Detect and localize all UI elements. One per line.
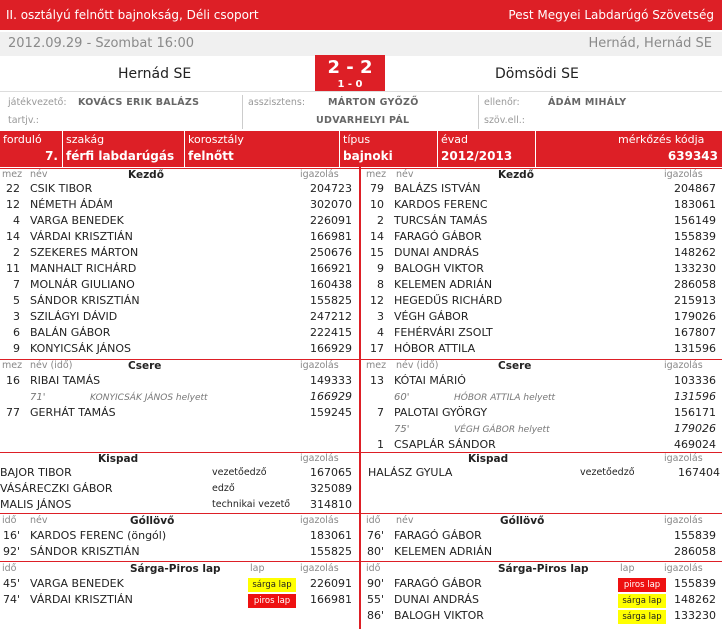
card-time: 74'	[2, 593, 20, 606]
player-name: NÉMETH ÁDÁM	[30, 198, 113, 211]
player-name: MOLNÁR GIULIANO	[30, 278, 135, 291]
shirt-number: 5	[13, 294, 20, 307]
license-id: 156171	[674, 406, 716, 419]
staff-name: BAJOR TIBOR	[0, 466, 72, 479]
section-title	[500, 515, 544, 529]
top-bar	[0, 0, 722, 30]
red-card-badge: piros lap	[248, 594, 296, 608]
license-id: 226091	[310, 214, 352, 227]
license-id: 159245	[310, 406, 352, 419]
shirt-number: 7	[377, 406, 384, 419]
license-id: 302070	[310, 198, 352, 211]
column-header: lap	[620, 563, 635, 574]
player-name: VÁRDAI KRISZTIÁN	[30, 593, 133, 606]
assistant-1-name: MÁRTON GYŐZŐ	[328, 97, 419, 108]
inspector-label: ellenőr:	[484, 97, 520, 108]
column-header: idő	[2, 515, 17, 526]
shirt-number: 2	[377, 214, 384, 227]
player-name: DUNAI ANDRÁS	[394, 593, 479, 606]
column-header: igazolás	[300, 169, 339, 180]
section-title	[468, 453, 508, 467]
license-id: 183061	[674, 198, 716, 211]
license-id: 155839	[674, 577, 716, 590]
player-name: VÁRDAI KRISZTIÁN	[30, 230, 133, 243]
license-id: 166929	[310, 390, 352, 403]
player-name: BALÁN GÁBOR	[30, 326, 111, 339]
staff-role: vezetőedző	[580, 467, 635, 478]
license-id: 103336	[674, 374, 716, 387]
section-title	[130, 563, 221, 577]
staff-name: HALÁSZ GYULA	[368, 466, 453, 479]
license-id: 133230	[674, 609, 716, 622]
player-name: SÁNDOR KRISZTIÁN	[30, 294, 140, 307]
info-bar	[0, 131, 722, 167]
license-id: 148262	[674, 593, 716, 606]
player-name: SZILÁGYI DÁVID	[30, 310, 118, 323]
license-id: 166929	[310, 342, 352, 355]
card-time: 45'	[2, 577, 20, 590]
column-header: igazolás	[300, 453, 339, 464]
staff-role: edző	[212, 483, 235, 494]
column-header: mez	[366, 169, 387, 180]
player-name: PALOTAI GYÖRGY	[394, 406, 488, 419]
license-id: 286058	[674, 278, 716, 291]
section-title	[130, 515, 174, 529]
player-name: BALOGH VIKTOR	[394, 262, 484, 275]
info-season: évad 2012/2013	[438, 131, 536, 167]
divider	[242, 95, 243, 129]
license-id: 148262	[674, 246, 716, 259]
staff-name: MALIS JÁNOS	[0, 498, 72, 511]
license-id: 166981	[310, 593, 352, 606]
license-id: 314810	[310, 498, 352, 511]
referee-name: KOVÁCS ERIK BALÁZS	[78, 97, 200, 108]
section-title-text: Kispad	[98, 453, 139, 465]
section-title-text: Góllövő	[500, 515, 545, 527]
player-name: HÓBOR ATTILA	[394, 342, 476, 355]
score-box	[315, 55, 385, 91]
section-title	[98, 453, 138, 467]
shirt-number: 1	[377, 438, 384, 451]
column-header: név	[30, 515, 48, 526]
goal-time: 92'	[2, 545, 20, 558]
card-time: 86'	[366, 609, 384, 622]
player-name: FARAGÓ GÁBOR	[394, 577, 482, 590]
info-type: típus bajnoki	[340, 131, 438, 167]
license-id: 250676	[310, 246, 352, 259]
section-title-text: Csere	[128, 360, 162, 372]
info-branch: szakág férfi labdarúgás	[63, 131, 185, 167]
sub-note: HÓBOR ATTILA helyett	[454, 393, 556, 403]
section-divider	[0, 359, 722, 360]
shirt-number: 16	[6, 374, 20, 387]
license-id: 179026	[674, 422, 716, 435]
column-header: idő	[366, 563, 381, 574]
player-name: KÓTAI MÁRIÓ	[394, 374, 466, 387]
officials-panel	[0, 93, 722, 130]
player-name: DUNAI ANDRÁS	[394, 246, 479, 259]
match-datetime: 2012.09.29 - Szombat 16:00	[8, 36, 194, 51]
date-bar	[0, 32, 722, 56]
tartjv-label: tartjv.:	[8, 115, 39, 126]
license-id: 204867	[674, 182, 716, 195]
license-id: 166921	[310, 262, 352, 275]
player-name: CSIK TIBOR	[30, 182, 93, 195]
card-time: 90'	[366, 577, 384, 590]
column-header: igazolás	[664, 453, 703, 464]
yellow-card-badge: sárga lap	[618, 594, 666, 608]
center-divider	[359, 167, 361, 629]
license-id: 131596	[674, 342, 716, 355]
goal-time: 16'	[2, 529, 20, 542]
section-title-text: Sárga-Piros lap	[498, 563, 589, 575]
license-id: 247212	[310, 310, 352, 323]
staff-role: vezetőedző	[212, 467, 267, 478]
license-id: 155839	[674, 230, 716, 243]
license-id: 131596	[674, 390, 716, 403]
player-name: FEHÉRVÁRI ZSOLT	[394, 326, 493, 339]
card-time: 55'	[366, 593, 384, 606]
player-name: FARAGÓ GÁBOR	[394, 230, 482, 243]
szovell-label: szöv.ell.:	[484, 115, 525, 126]
section-title-text: Góllövő	[130, 515, 175, 527]
match-venue: Hernád, Hernád SE	[588, 36, 712, 51]
player-name: VÉGH GÁBOR	[394, 310, 469, 323]
section-title	[498, 169, 534, 183]
competition-title: II. osztályú felnőtt bajnokság, Déli csoport	[6, 8, 259, 22]
shirt-number: 15	[370, 246, 384, 259]
player-name: CSAPLÁR SÁNDOR	[394, 438, 496, 451]
column-header: igazolás	[300, 563, 339, 574]
sub-time: 60'	[394, 392, 410, 403]
shirt-number: 4	[13, 214, 20, 227]
shirt-number: 17	[370, 342, 384, 355]
halftime-score: 1 - 0	[337, 79, 363, 90]
shirt-number: 9	[13, 342, 20, 355]
shirt-number: 10	[370, 198, 384, 211]
license-id: 204723	[310, 182, 352, 195]
goal-time: 80'	[366, 545, 384, 558]
column-header: idő	[366, 515, 381, 526]
info-age: korosztály felnőtt	[185, 131, 340, 167]
column-header: lap	[250, 563, 265, 574]
license-id: 133230	[674, 262, 716, 275]
divider	[478, 95, 479, 129]
sub-note: VÉGH GÁBOR helyett	[454, 425, 550, 435]
away-team-name: Dömsödi SE	[495, 66, 579, 82]
column-header: név (idő)	[396, 360, 439, 371]
license-id: 156149	[674, 214, 716, 227]
scorer-name: SÁNDOR KRISZTIÁN	[30, 545, 140, 558]
shirt-number: 3	[377, 310, 384, 323]
license-id: 167807	[674, 326, 716, 339]
staff-name: VÁSÁRECZKI GÁBOR	[0, 482, 113, 495]
player-name: HEGEDŰS RICHÁRD	[394, 294, 503, 307]
yellow-card-badge: sárga lap	[248, 578, 296, 592]
column-header: mez	[2, 169, 23, 180]
section-title-text: Sárga-Piros lap	[130, 563, 221, 575]
shirt-number: 4	[377, 326, 384, 339]
column-header: név	[396, 515, 414, 526]
license-id: 469024	[674, 438, 716, 451]
license-id: 215913	[674, 294, 716, 307]
column-header: igazolás	[300, 360, 339, 371]
shirt-number: 14	[370, 230, 384, 243]
column-header: mez	[2, 360, 23, 371]
player-name: KELEMEN ADRIÁN	[394, 278, 493, 291]
scorer-name: FARAGÓ GÁBOR	[394, 529, 482, 542]
section-title-text: Kezdő	[128, 169, 164, 181]
shirt-number: 9	[377, 262, 384, 275]
scorer-name: KARDOS FERENC (öngól)	[30, 529, 167, 542]
shirt-number: 79	[370, 182, 384, 195]
shirt-number: 3	[13, 310, 20, 323]
player-name: RIBAI TAMÁS	[30, 374, 101, 387]
column-header: igazolás	[664, 515, 703, 526]
license-id: 167404	[678, 466, 720, 479]
shirt-number: 11	[6, 262, 20, 275]
goal-time: 76'	[366, 529, 384, 542]
license-id: 149333	[310, 374, 352, 387]
license-id: 179026	[674, 310, 716, 323]
column-header: igazolás	[664, 563, 703, 574]
info-match-code: mérkőzés kódja 639343	[618, 133, 718, 163]
license-id: 183061	[310, 529, 352, 542]
section-title-text: Kispad	[468, 453, 509, 465]
sub-note: KONYICSÁK JÁNOS helyett	[90, 393, 208, 403]
license-id: 167065	[310, 466, 352, 479]
player-name: VARGA BENEDEK	[30, 577, 124, 590]
player-name: TURCSÁN TAMÁS	[394, 214, 488, 227]
column-header: igazolás	[664, 169, 703, 180]
section-title	[498, 360, 531, 374]
license-id: 286058	[674, 545, 716, 558]
column-header: igazolás	[664, 360, 703, 371]
player-name: GERHÁT TAMÁS	[30, 406, 116, 419]
scorer-name: KELEMEN ADRIÁN	[394, 545, 493, 558]
staff-role: technikai vezető	[212, 499, 291, 510]
column-header: név (idő)	[30, 360, 73, 371]
shirt-number: 14	[6, 230, 20, 243]
license-id: 166981	[310, 230, 352, 243]
player-name: BALÁZS ISTVÁN	[394, 182, 481, 195]
player-name: BALOGH VIKTOR	[394, 609, 484, 622]
shirt-number: 13	[370, 374, 384, 387]
section-title-text: Csere	[498, 360, 532, 372]
section-title	[498, 563, 589, 577]
sub-time: 75'	[394, 424, 410, 435]
player-name: SZEKERES MÁRTON	[30, 246, 139, 259]
license-id: 226091	[310, 577, 352, 590]
shirt-number: 77	[6, 406, 20, 419]
section-divider	[0, 513, 722, 514]
shirt-number: 2	[13, 246, 20, 259]
shirt-number: 6	[13, 326, 20, 339]
shirt-number: 8	[377, 278, 384, 291]
column-header: név	[396, 169, 414, 180]
referee-label: játékvezető:	[8, 97, 67, 108]
license-id: 222415	[310, 326, 352, 339]
federation-title: Pest Megyei Labdarúgó Szövetség	[508, 8, 714, 22]
player-name: VARGA BENEDEK	[30, 214, 124, 227]
info-round: forduló 7.	[0, 131, 63, 167]
player-name: KONYICSÁK JÁNOS	[30, 342, 132, 355]
column-header: mez	[366, 360, 387, 371]
section-title	[128, 169, 164, 183]
sub-time: 71'	[30, 392, 46, 403]
section-divider	[0, 561, 722, 562]
section-title	[128, 360, 161, 374]
license-id: 160438	[310, 278, 352, 291]
final-score: 2 - 2	[327, 57, 373, 78]
inspector-name: ÁDÁM MIHÁLY	[548, 97, 627, 108]
license-id: 155839	[674, 529, 716, 542]
assistants-label: asszisztens:	[248, 97, 306, 108]
assistant-2-name: UDVARHELYI PÁL	[316, 115, 410, 126]
shirt-number: 12	[370, 294, 384, 307]
column-header: igazolás	[300, 515, 339, 526]
license-id: 155825	[310, 545, 352, 558]
red-card-badge: piros lap	[618, 578, 666, 592]
player-name: KARDOS FERENC	[394, 198, 488, 211]
column-header: idő	[2, 563, 17, 574]
section-divider	[0, 168, 722, 169]
column-header: név	[30, 169, 48, 180]
license-id: 325089	[310, 482, 352, 495]
player-name: MANHALT RICHÁRD	[30, 262, 137, 275]
license-id: 155825	[310, 294, 352, 307]
shirt-number: 7	[13, 278, 20, 291]
yellow-card-badge: sárga lap	[618, 610, 666, 624]
shirt-number: 22	[6, 182, 20, 195]
home-team-name: Hernád SE	[118, 66, 192, 82]
shirt-number: 12	[6, 198, 20, 211]
section-title-text: Kezdő	[498, 169, 534, 181]
